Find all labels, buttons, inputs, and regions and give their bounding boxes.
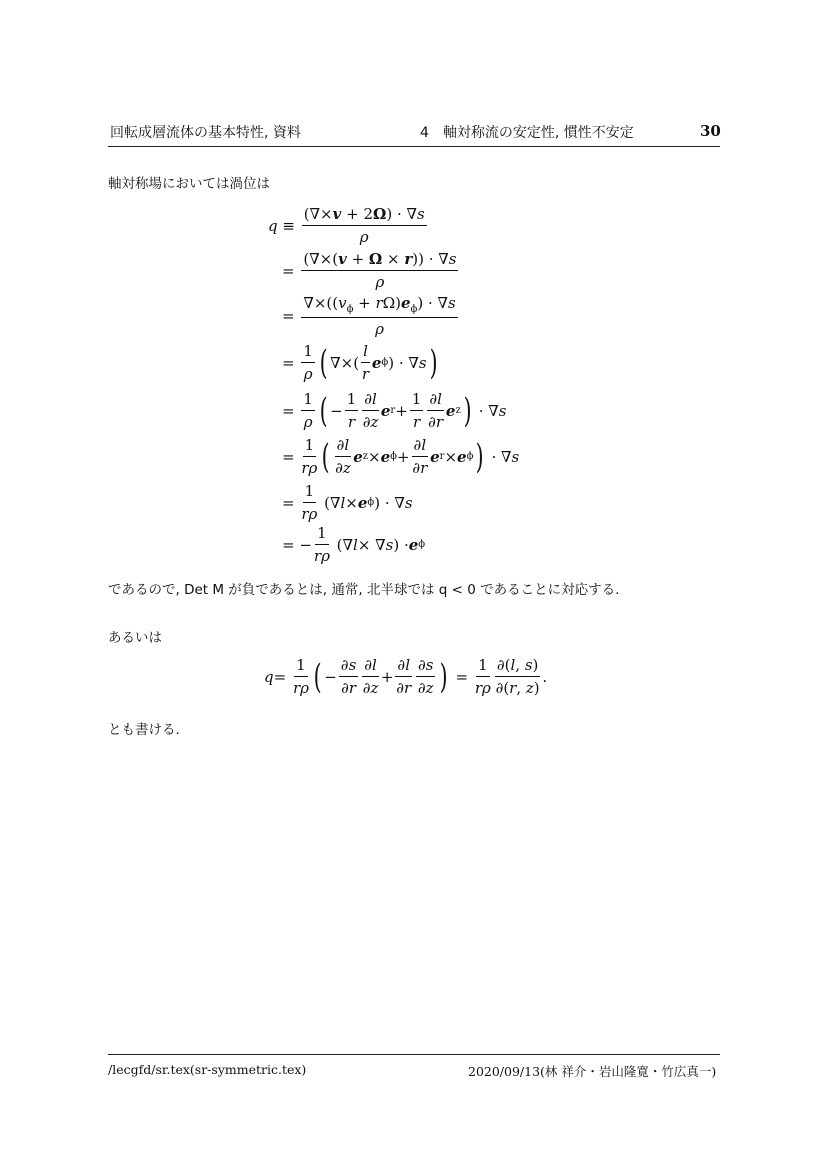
footer-source-path: /lecgfd/sr.tex(sr-symmetric.tex) [108, 1062, 307, 1077]
detm-remark: であるので, Det M が負であるとは, 通常, 北半球では q < 0 であることに対応する. [108, 582, 620, 598]
intro-text: 軸対称場においては渦位は [108, 176, 270, 192]
footer-rule [108, 1054, 720, 1055]
header-rule [108, 146, 720, 147]
footer-date-authors: 2020/09/13(林 祥介・岩山隆寛・竹広真一) [468, 1064, 717, 1079]
eq-line-6: = $\frac{1}{r\rho}$ ( $\frac{\partial l}{\partial z}$ e z × e ϕ + $\frac{\partial l}{\partial r}$ e r × e ϕ ) · ∇ s [282, 436, 520, 477]
running-head-title: 回転成層流体の基本特性, 資料 [110, 125, 301, 141]
eq-line-3: = $\frac{\nabla\times((v_\phi + r\Omega)e_\phi) \cdot \nabla s}{\rho}$ [282, 294, 456, 338]
pv-jacobian-equation: q = $\frac{1}{r\rho}$ ( − $\frac{\partial s}{\partial r}$ $\frac{\partial l}{\partial z}$ + $\frac{\partial l}{\partial r}$ $\frac{\partial s}{\partial z}$ ) = $\frac{1}{r\rho}$ $\frac{\partial(l, s)}{\partial(r, z)}$ . [264, 656, 548, 697]
closing-text: とも書ける. [108, 722, 180, 738]
alternative-text: あるいは [108, 630, 162, 646]
eq-line-5: = $\frac{1}{\rho}$ ( − $\frac{1}{r}$ $\frac{\partial l}{\partial z}$ e r + $\frac{1}{r}$ $\frac{\partial l}{\partial r}$ e z ) · ∇ s [282, 390, 507, 431]
eq-line-1: q ≡ $\frac{(\nabla\times v + 2\Omega) \cdot \nabla s}{\rho}$ [268, 205, 425, 246]
eq-line-4: = $\frac{1}{\rho}$ ( ∇×( $\frac{l}{r}$ e ϕ ) · ∇ s ) [282, 342, 438, 383]
running-head-section: 4 軸対称流の安定性, 慣性不安定 [420, 125, 634, 141]
page-number: 30 [700, 122, 721, 140]
eq-line-7: = $\frac{1}{r\rho}$ (∇ l × e ϕ ) · ∇ s [282, 482, 413, 523]
eq-line-2: = $\frac{(\nabla\times(v + \Omega \times r)) \cdot \nabla s}{\rho}$ [282, 250, 457, 291]
eq-line-8: = − $\frac{1}{r\rho}$ (∇ l × ∇ s ) · e ϕ [282, 524, 426, 565]
